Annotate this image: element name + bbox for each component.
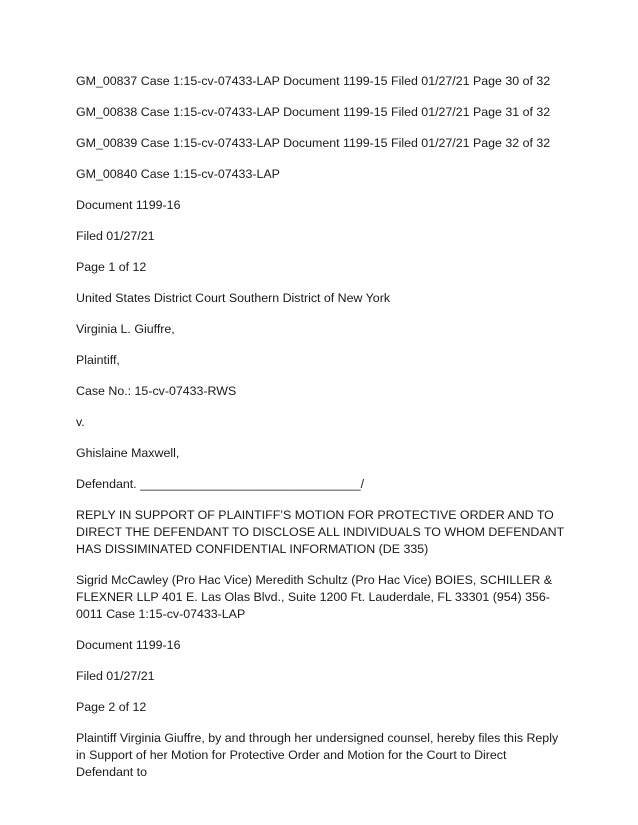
defendant-name: Ghislaine Maxwell, xyxy=(76,446,180,460)
document-number: Document 1199-16 xyxy=(76,198,181,212)
document-number-2: Document 1199-16 xyxy=(76,638,181,652)
motion-title: REPLY IN SUPPORT OF PLAINTIFF’S MOTION FOR PROTECTIVE ORDER AND TO DIRECT THE DEFENDANT TO DISCLOSE ALL INDIVIDUALS TO WHOM DEFENDANT HAS DISSIMINATED CONFIDENTIAL INFORMATION (DE 335) xyxy=(76,508,568,556)
versus: v. xyxy=(76,415,85,429)
court-name: United States District Court Southern District of New York xyxy=(76,291,391,305)
bates-line-00840: GM_00840 Case 1:15-cv-07433-LAP xyxy=(76,167,280,181)
counsel-block: Sigrid McCawley (Pro Hac Vice) Meredith Schultz (Pro Hac Vice) BOIES, SCHILLER & FLEXNER LLP 401 E. Las Olas Blvd., Suite 1200 Ft. Lauderdale, FL 33301 (954) 356-0011 Case 1:15-cv-07433-LAP xyxy=(76,573,556,621)
page-number-2: Page 2 of 12 xyxy=(76,700,147,714)
bates-line-00839: GM_00839 Case 1:15-cv-07433-LAP Document 1199-15 Filed 01/27/21 Page 32 of 32 xyxy=(76,136,551,150)
plaintiff-name: Virginia L. Giuffre, xyxy=(76,322,175,336)
bates-line-00837: GM_00837 Case 1:15-cv-07433-LAP Document 1199-15 Filed 01/27/21 Page 30 of 32 xyxy=(76,74,551,88)
page-number: Page 1 of 12 xyxy=(76,260,147,274)
filed-date-2: Filed 01/27/21 xyxy=(76,669,155,683)
body-paragraph: Plaintiff Virginia Giuffre, by and through her undersigned counsel, hereby files this Reply in Support of her Motion for Protective Order and Motion for the Court to Direct Defendant to xyxy=(76,731,562,779)
document-page xyxy=(76,73,568,781)
filed-date: Filed 01/27/21 xyxy=(76,229,155,243)
defendant-label: Defendant. ________________________________/ xyxy=(76,477,365,491)
case-number: Case No.: 15-cv-07433-RWS xyxy=(76,384,237,398)
plaintiff-label: Plaintiff, xyxy=(76,353,120,367)
bates-line-00838: GM_00838 Case 1:15-cv-07433-LAP Document 1199-15 Filed 01/27/21 Page 31 of 32 xyxy=(76,105,551,119)
